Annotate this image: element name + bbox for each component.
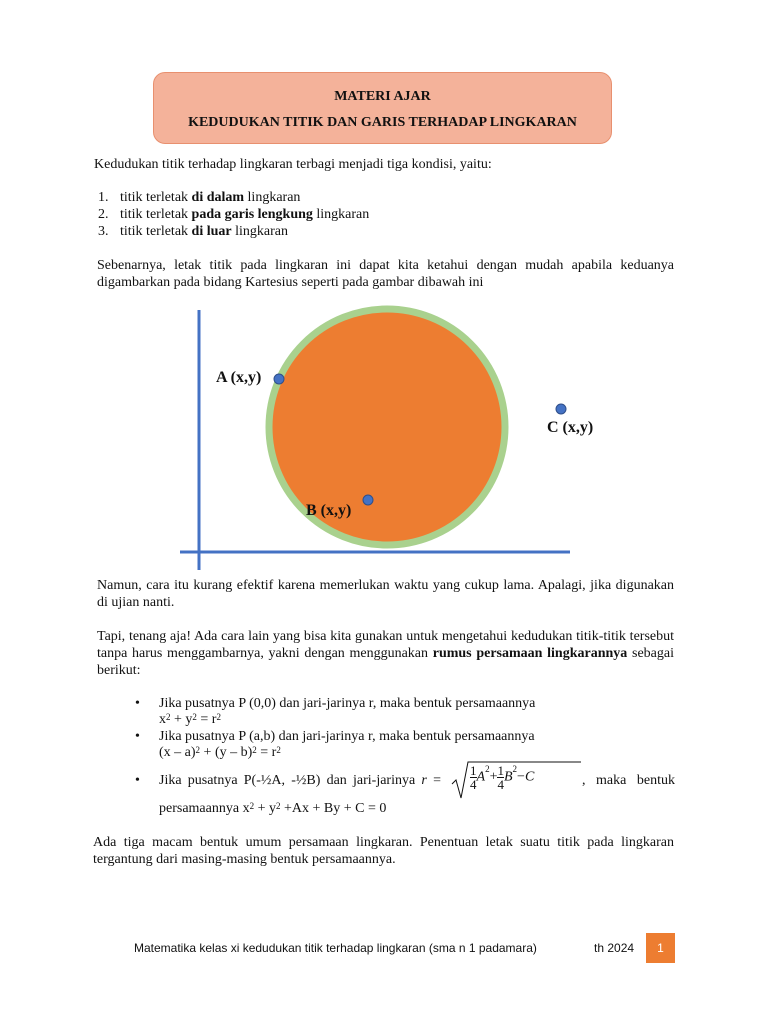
footer-text: Matematika kelas xi kedudukan titik terhadap lingkaran (sma n 1 padamara) [134,941,537,955]
formula-2: $(x - a)^2 + (y - b)^2 = r^2$ [159,745,281,760]
list-item: 3. titik terletak di luar lingkaran [98,224,288,239]
formula-1-text: Jika pusatnya P (0,0) dan jari-jarinya r, maka bentuk persamaannya [159,696,536,711]
formula-3-text: Jika pusatnya P(-½A, -½B) dan jari-jarinya r = [159,773,441,788]
intro-text: Kedudukan titik terhadap lingkaran terbagi menjadi tiga kondisi, yaitu: [94,157,492,172]
label-a: A (x,y) [216,369,262,386]
closing-paragraph: Ada tiga macam bentuk umum persamaan lingkaran. Penentuan letak suatu titik pada lingkaran tergantung dari masing-masing bentuk persamaannya. [93,835,674,867]
conditions-list [98,189,658,240]
radicand: $\frac{1}{4}$ $A^2+$ $\frac{1}{4}$ $B^2-C$ [470,763,535,792]
title-box [153,72,612,144]
title-line-1: MATERI AJAR [334,89,431,104]
cartesius-paragraph: Sebenarnya, letak titik pada lingkaran ini dapat kita ketahui dengan mudah apabila keduanya digambarkan pada bidang Kartesius seperti pada gambar dibawah ini [97,258,674,290]
point-a [274,374,284,384]
formula-2-text: Jika pusatnya P (a,b) dan jari-jarinya r, maka bentuk persamaannya [159,729,535,744]
point-c [556,404,566,414]
cartesian-figure [170,300,610,575]
title-line-2: KEDUDUKAN TITIK DAN GARIS TERHADAP LINGKARAN [188,115,577,130]
tapi-paragraph: Tapi, tenang aja! Ada cara lain yang bisa kita gunakan untuk mengetahui kedudukan titik-titik tersebut tanpa harus menggambarnya, yakni dengan menggunakan rumus persamaan lingkarannya sebagai berikut: [97,629,674,678]
list-item: 2. titik terletak pada garis lengkung lingkaran [98,207,370,222]
formula-1: $x^2 + y^2 = r^2$ [159,712,221,727]
label-c: C (x,y) [547,419,594,436]
footer-year: th 2024 [594,941,635,955]
formula-3-tail: , maka bentuk [582,773,675,788]
formula-3: persamaannya $x^2 + y^2 +Ax + By + C = 0$ [159,801,387,816]
page-number: 1 [646,933,675,963]
namun-paragraph: Namun, cara itu kurang efektif karena memerlukan waktu yang cukup lama. Apalagi, jika digunakan di ujian nanti. [97,578,674,610]
point-b [363,495,373,505]
circle-shape [269,309,505,545]
list-item: 1. titik terletak di dalam lingkaran [98,190,301,205]
label-b: B (x,y) [306,502,352,519]
